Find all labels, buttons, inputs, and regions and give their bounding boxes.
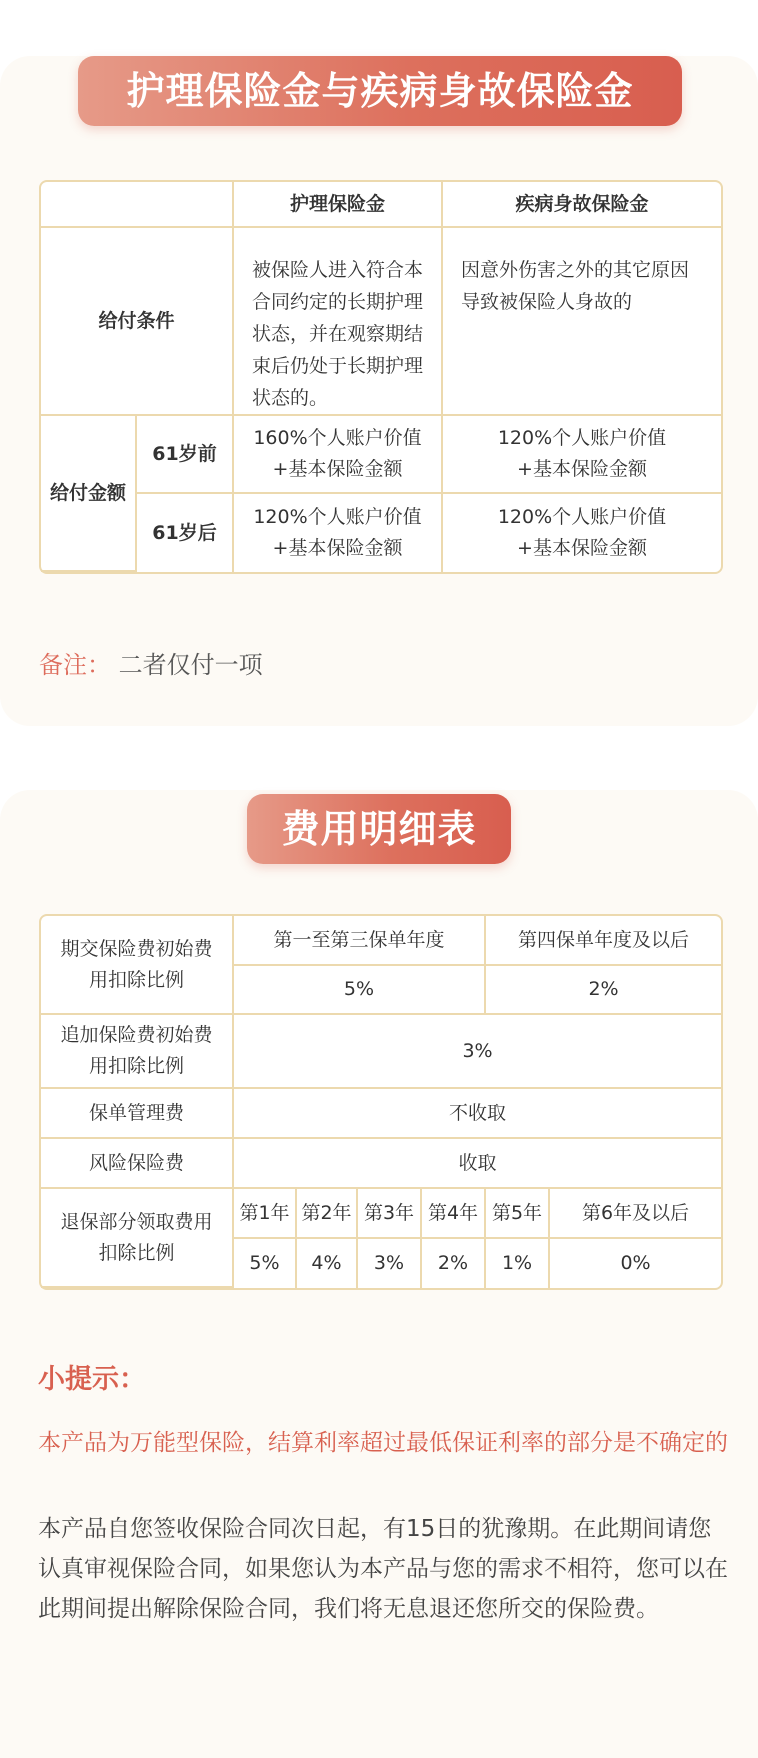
- death-condition-text: 因意外伤害之外的其它原因导致被保险人身故的: [443, 228, 721, 416]
- surrender-year-5: 第5年: [486, 1189, 550, 1239]
- surrender-fee-year-row: [41, 1189, 721, 1239]
- benefit-header-row: [41, 182, 721, 228]
- note-label: 备注：: [39, 651, 111, 679]
- risk-fee-value: 收取: [234, 1139, 721, 1189]
- surrender-year-4: 第4年: [422, 1189, 486, 1239]
- amount-row-before-61: [41, 416, 721, 494]
- periodic-fee-header-1to3: 第一至第三保单年度: [234, 916, 486, 966]
- nursing-condition-text: 被保险人进入符合本合同约定的长期护理状态，并在观察期结束后仍处于长期护理状态的。: [234, 228, 443, 416]
- amount-row-after-61: [41, 494, 721, 572]
- management-fee-value: 不收取: [234, 1089, 721, 1139]
- surrender-value-5: 1%: [486, 1239, 550, 1288]
- amount-label: 给付金额: [41, 416, 137, 572]
- note-text: 二者仅付一项: [118, 651, 263, 679]
- periodic-fee-value-4plus: 2%: [486, 966, 721, 1015]
- additional-fee-label: 追加保险费初始费用扣除比例: [41, 1015, 234, 1089]
- surrender-value-1: 5%: [234, 1239, 297, 1288]
- age-after-61: 61岁后: [137, 494, 234, 572]
- benefit-condition-row: [41, 228, 721, 416]
- periodic-fee-label: 期交保险费初始费用扣除比例: [41, 916, 234, 1015]
- benefit-header-nursing: 护理保险金: [234, 182, 443, 228]
- surrender-year-1: 第1年: [234, 1189, 297, 1239]
- surrender-value-3: 3%: [358, 1239, 422, 1288]
- management-fee-row: [41, 1089, 721, 1139]
- death-amount-before-61: 120%个人账户价值 +基本保险金额: [443, 416, 721, 494]
- risk-fee-row: [41, 1139, 721, 1189]
- benefit-section-title: 护理保险金与疾病身故保险金: [78, 56, 682, 126]
- benefit-table: [39, 180, 723, 574]
- periodic-fee-value-1to3: 5%: [234, 966, 486, 1015]
- periodic-fee-header-row: [41, 916, 721, 966]
- additional-fee-value: 3%: [234, 1015, 721, 1089]
- condition-label: 给付条件: [41, 228, 234, 416]
- nursing-amount-before-61: 160%个人账户价值 +基本保险金额: [234, 416, 443, 494]
- surrender-value-2: 4%: [297, 1239, 358, 1288]
- fee-section-title: 费用明细表: [247, 794, 511, 864]
- death-amount-after-61: 120%个人账户价值 +基本保险金额: [497, 506, 667, 559]
- surrender-value-6-plus: 0%: [620, 1252, 651, 1274]
- fee-table: [39, 914, 723, 1290]
- tips-warning-text: 本产品为万能型保险，结算利率超过最低保证利率的部分是不确定的: [38, 1430, 728, 1456]
- surrender-year-6-plus: 第6年及以后: [550, 1189, 721, 1239]
- periodic-fee-header-4plus: 第四保单年度及以后: [486, 916, 721, 966]
- surrender-year-2: 第2年: [297, 1189, 358, 1239]
- age-before-61: 61岁前: [137, 416, 234, 494]
- additional-fee-row: [41, 1015, 721, 1089]
- surrender-value-4: 2%: [422, 1239, 486, 1288]
- surrender-fee-label: 退保部分领取费用扣除比例: [41, 1189, 234, 1288]
- benefit-header-empty: [41, 182, 234, 228]
- tips-title: 小提示：: [38, 1364, 146, 1395]
- benefit-header-death: 疾病身故保险金: [443, 182, 721, 228]
- surrender-year-3: 第3年: [358, 1189, 422, 1239]
- risk-fee-label: 风险保险费: [41, 1139, 234, 1189]
- tips-body-text: 本产品自您签收保险合同次日起，有15日的犹豫期。在此期间请您认真审视保险合同，如果您认为本产品与您的需求不相符，您可以在此期间提出解除保险合同，我们将无息退还您所交的保险费。: [38, 1516, 728, 1622]
- nursing-amount-after-61: 120%个人账户价值 +基本保险金额: [234, 494, 443, 572]
- management-fee-label: 保单管理费: [41, 1089, 234, 1139]
- benefit-note: [39, 645, 263, 680]
